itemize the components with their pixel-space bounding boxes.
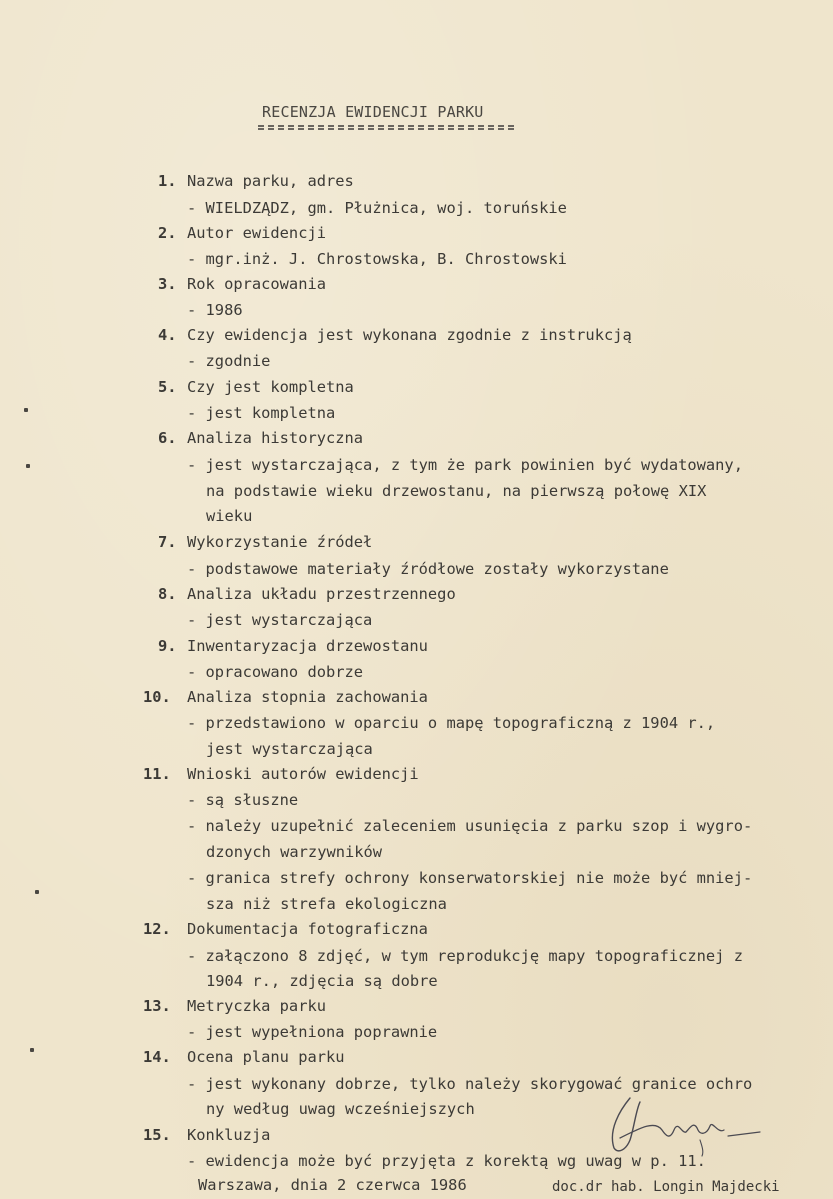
item-answer: - jest wystarczająca — [187, 611, 373, 629]
document-title: RECENZJA EWIDENCJI PARKU — [262, 103, 484, 121]
item-answer: - załączono 8 zdjęć, w tym reprodukcję mapy topograficznej z — [187, 947, 743, 965]
item-heading: Rok opracowania — [187, 275, 326, 293]
item-answer: - opracowano dobrze — [187, 663, 364, 681]
item-answer: - ewidencja może być przyjęta z korektą wg uwag w p. 11. — [187, 1152, 706, 1170]
item-answer-continuation: dzonych warzywników — [206, 843, 383, 861]
footer-author: doc.dr hab. Longin Majdecki — [552, 1179, 780, 1195]
item-number: 8. — [158, 585, 177, 603]
margin-mark — [30, 1048, 34, 1052]
item-answer: - jest kompletna — [187, 404, 336, 422]
item-number: 11. — [143, 765, 171, 783]
margin-mark — [26, 464, 30, 468]
item-heading: Ocena planu parku — [187, 1048, 345, 1066]
item-heading: Analiza stopnia zachowania — [187, 688, 428, 706]
item-number: 9. — [158, 637, 177, 655]
item-heading: Metryczka parku — [187, 997, 326, 1015]
footer-place-date: Warszawa, dnia 2 czerwca 1986 — [198, 1176, 467, 1194]
item-number: 5. — [158, 378, 177, 396]
item-number: 12. — [143, 920, 171, 938]
item-answer: - mgr.inż. J. Chrostowska, B. Chrostowski — [187, 250, 567, 268]
item-answer: - jest wypełniona poprawnie — [187, 1023, 438, 1041]
item-heading: Konkluzja — [187, 1126, 271, 1144]
item-answer: - jest wykonany dobrze, tylko należy skorygować granice ochro — [187, 1075, 753, 1093]
item-answer: - przedstawiono w oparciu o mapę topograficzną z 1904 r., — [187, 714, 716, 732]
item-heading: Inwentaryzacja drzewostanu — [187, 637, 428, 655]
item-number: 4. — [158, 326, 177, 344]
item-number: 13. — [143, 997, 171, 1015]
margin-mark — [24, 408, 28, 412]
item-number: 3. — [158, 275, 177, 293]
item-number: 7. — [158, 533, 177, 551]
item-answer: - jest wystarczająca, z tym że park powinien być wydatowany, — [187, 456, 743, 474]
item-answer-continuation: sza niż strefa ekologiczna — [206, 895, 447, 913]
handwritten-signature — [600, 1090, 780, 1160]
item-number: 6. — [158, 429, 177, 447]
item-answer-continuation: wieku — [206, 507, 253, 525]
item-heading: Nazwa parku, adres — [187, 172, 354, 190]
item-heading: Analiza układu przestrzennego — [187, 585, 456, 603]
item-answer: - zgodnie — [187, 352, 271, 370]
item-answer-continuation: 1904 r., zdjęcia są dobre — [206, 972, 438, 990]
item-answer-continuation: ny według uwag wcześniejszych — [206, 1100, 475, 1118]
margin-mark — [35, 890, 39, 894]
title-underline — [258, 125, 514, 130]
item-answer: - WIELDZĄDZ, gm. Płużnica, woj. toruńskie — [187, 199, 567, 217]
item-heading: Wykorzystanie źródeł — [187, 533, 373, 551]
item-heading: Dokumentacja fotograficzna — [187, 920, 428, 938]
item-answer: - podstawowe materiały źródłowe zostały wykorzystane — [187, 560, 669, 578]
item-heading: Czy ewidencja jest wykonana zgodnie z instrukcją — [187, 326, 632, 344]
item-answer: - są słuszne — [187, 791, 299, 809]
item-number: 1. — [158, 172, 177, 190]
item-number: 14. — [143, 1048, 171, 1066]
item-number: 2. — [158, 224, 177, 242]
item-heading: Wnioski autorów ewidencji — [187, 765, 419, 783]
item-number: 10. — [143, 688, 171, 706]
item-answer-continuation: na podstawie wieku drzewostanu, na pierwszą połowę XIX — [206, 482, 707, 500]
item-answer: - należy uzupełnić zaleceniem usunięcia z parku szop i wygro- — [187, 817, 753, 835]
item-heading: Autor ewidencji — [187, 224, 326, 242]
item-heading: Czy jest kompletna — [187, 378, 354, 396]
item-answer: - granica strefy ochrony konserwatorskiej nie może być mniej- — [187, 869, 753, 887]
item-heading: Analiza historyczna — [187, 429, 364, 447]
item-answer-continuation: jest wystarczająca — [206, 740, 373, 758]
item-number: 15. — [143, 1126, 171, 1144]
item-answer: - 1986 — [187, 301, 243, 319]
